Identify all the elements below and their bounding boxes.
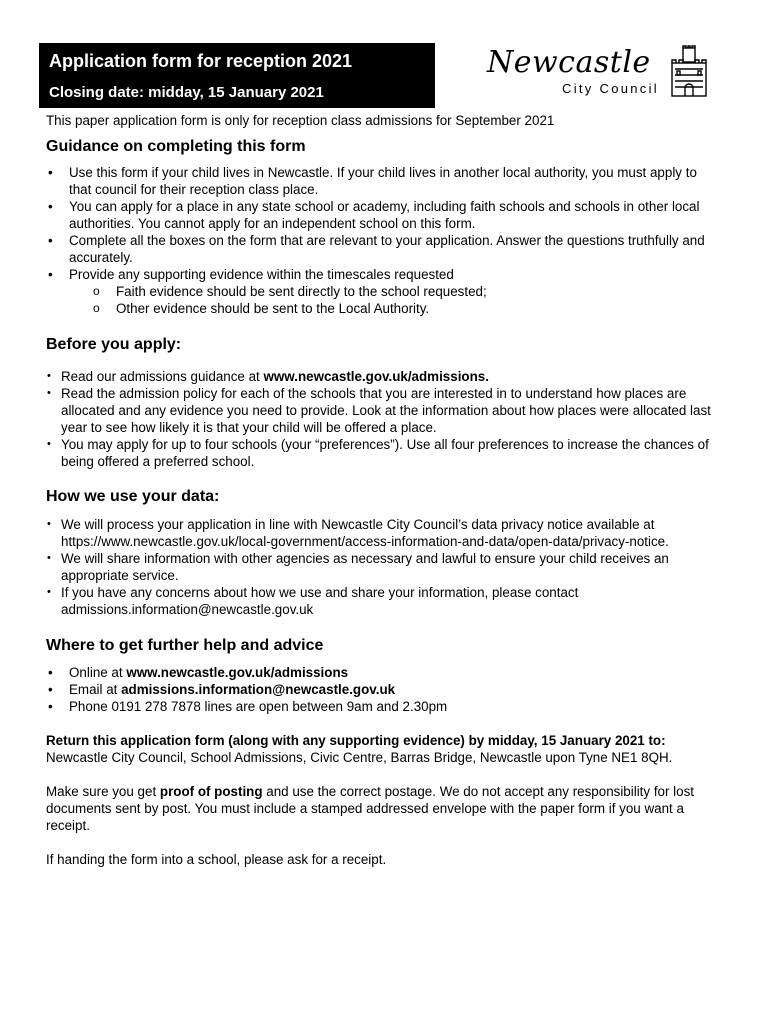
posting-paragraph: Make sure you get proof of posting and use the correct postage. We do not accept any responsibility for lost documents sent by post. You must include a stamped addressed envelope with the paper form if you want a receipt. bbox=[46, 784, 694, 833]
guidance-heading: Guidance on completing this form bbox=[46, 138, 306, 155]
guidance-list bbox=[46, 164, 721, 283]
return-paragraph: Return this application form (along with any supporting evidence) by midday, 15 January 2021 to: Newcastle City Council, School Admissions, Civic Centre, Barras Bridge, Newcastle upon Tyne NE1 8QH. bbox=[46, 733, 673, 765]
data-heading: How we use your data: bbox=[46, 488, 220, 505]
data-list bbox=[46, 516, 721, 618]
intro-text: This paper application form is only for reception class admissions for September 2021 bbox=[46, 113, 555, 128]
logo-wordmark: Newcastle bbox=[487, 45, 651, 80]
list-item: • Online at www.newcastle.gov.uk/admissions bbox=[46, 664, 721, 681]
document-body bbox=[46, 112, 721, 868]
list-item: • Phone 0191 278 7878 lines are open between 9am and 2.30pm bbox=[46, 698, 721, 715]
closing-date: Closing date: midday, 15 January 2021 bbox=[49, 84, 324, 101]
list-item: • Read our admissions guidance at www.newcastle.gov.uk/admissions. bbox=[46, 368, 721, 385]
list-item: • You can apply for a place in any state school or academy, including faith schools and schools in other local authorities. You cannot apply for an independent school on this form. bbox=[46, 198, 721, 232]
list-item: • You may apply for up to four schools (your “preferences”). Use all four preferences to increase the chances of being offered a preferred school. bbox=[46, 436, 721, 470]
list-item: o Other evidence should be sent to the Local Authority. bbox=[93, 300, 721, 317]
evidence-sublist bbox=[46, 283, 721, 317]
logo-subtitle: City Council bbox=[562, 81, 659, 96]
email-link[interactable]: admissions.information@newcastle.gov.uk bbox=[121, 682, 396, 697]
before-list bbox=[46, 368, 721, 470]
list-item: • Use this form if your child lives in Newcastle. If your child lives in another local authority, you must apply to that council for their reception class place. bbox=[46, 164, 721, 198]
help-list bbox=[46, 664, 721, 715]
admissions-link[interactable]: www.newcastle.gov.uk/admissions. bbox=[263, 369, 489, 384]
list-item: • If you have any concerns about how we use and share your information, please contact admissions.information@newcastle.gov.uk bbox=[46, 584, 721, 618]
list-item: o Faith evidence should be sent directly to the school requested; bbox=[93, 283, 721, 300]
list-item: • Provide any supporting evidence within the timescales requested bbox=[46, 266, 721, 283]
list-item: • Complete all the boxes on the form that are relevant to your application. Answer the questions truthfully and accurately. bbox=[46, 232, 721, 266]
help-heading: Where to get further help and advice bbox=[46, 637, 324, 654]
list-item: • We will share information with other agencies as necessary and lawful to ensure your child receives an appropriate service. bbox=[46, 550, 721, 584]
castle-crest-icon bbox=[669, 45, 709, 99]
handing-paragraph: If handing the form into a school, please ask for a receipt. bbox=[46, 852, 387, 867]
title-banner bbox=[39, 43, 435, 108]
newcastle-logo bbox=[487, 43, 717, 103]
form-title: Application form for reception 2021 bbox=[49, 51, 353, 71]
before-heading: Before you apply: bbox=[46, 336, 182, 353]
list-item: • We will process your application in line with Newcastle City Council’s data privacy notice available at https://www.newcastle.gov.uk/local-government/access-information-and-data/open-data/privacy-notice. bbox=[46, 516, 721, 550]
website-link[interactable]: www.newcastle.gov.uk/admissions bbox=[126, 665, 349, 680]
list-item: • Read the admission policy for each of the schools that you are interested in to understand how places are allocated and any evidence you need to provide. Look at the information about how places were allocated last year to see how likely it is that your child will be offered a place. bbox=[46, 385, 721, 436]
list-item: • Email at admissions.information@newcastle.gov.uk bbox=[46, 681, 721, 698]
